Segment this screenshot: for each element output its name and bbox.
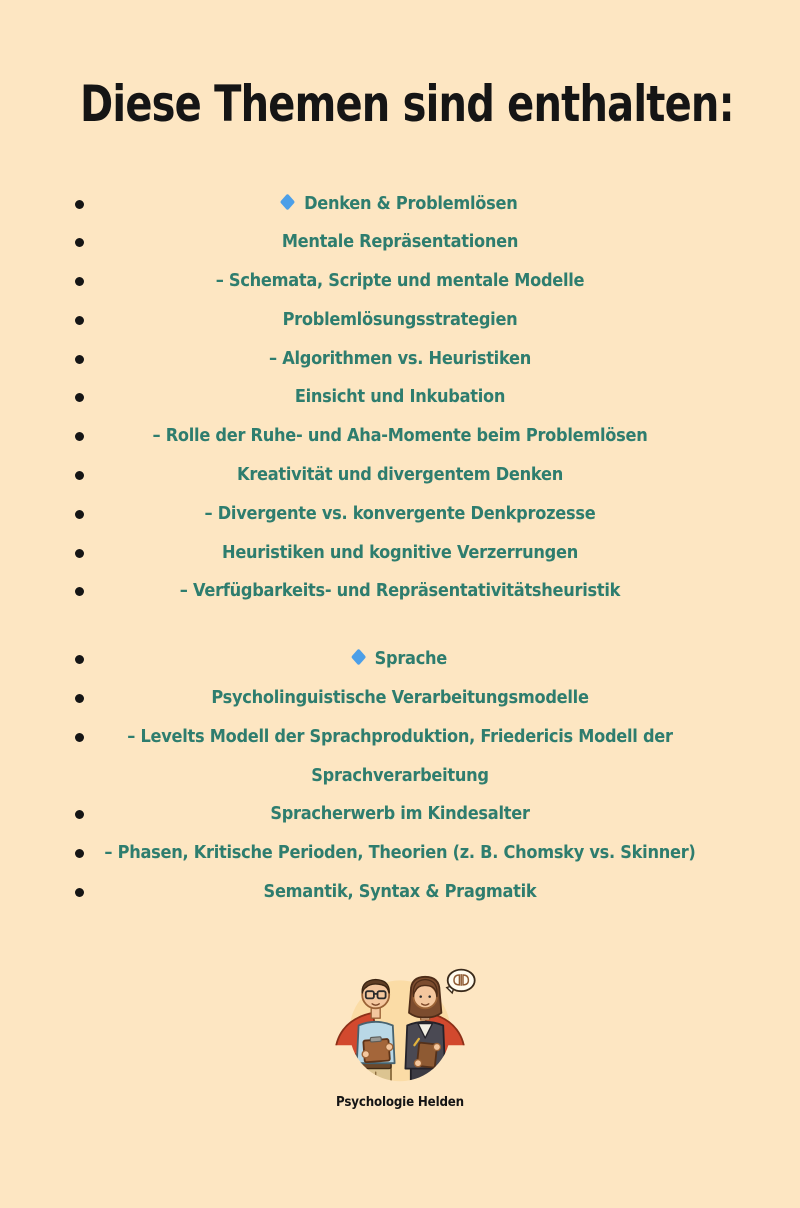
list-item-text: Heuristiken und kognitive Verzerrungen <box>222 541 578 563</box>
bullet-icon <box>75 587 84 596</box>
list-item <box>50 495 750 534</box>
section-header-row <box>50 185 750 224</box>
list-item <box>50 262 750 301</box>
diamond-icon <box>351 649 366 666</box>
list-item <box>50 718 750 796</box>
list-item-text: Mentale Repräsentationen <box>281 231 519 253</box>
bullet-icon <box>75 238 84 247</box>
bullet-icon <box>75 655 84 664</box>
mascot-man <box>357 979 395 1092</box>
list-item-text: Psycholinguistische Verarbeitungsmodelle <box>211 687 589 709</box>
bullet-icon <box>75 810 84 819</box>
list-item-text: – Divergente vs. konvergente Denkprozesse <box>204 502 596 524</box>
list-item <box>50 417 750 456</box>
list-item-text: – Levelts Modell der Sprachproduktion, Friedericis Modell der Sprachverarbeitung <box>127 725 673 786</box>
bullet-icon <box>75 200 84 209</box>
section-header <box>85 640 715 679</box>
list-item-text: Einsicht und Inkubation <box>294 386 506 408</box>
list-item-text: – Algorithmen vs. Heuristiken <box>268 347 532 369</box>
list-item-text: – Verfügbarkeits- und Repräsentativitätsheuristik <box>179 580 621 602</box>
list-item <box>50 378 750 417</box>
bullet-icon <box>75 355 84 364</box>
brand-label: Psychologie Helden <box>336 1093 464 1110</box>
list-item <box>50 340 750 379</box>
list-item <box>50 795 750 834</box>
mascot-woman <box>405 977 445 1092</box>
diamond-icon <box>280 193 295 210</box>
list-item-text: Semantik, Syntax & Pragmatik <box>263 881 537 903</box>
poster-page <box>0 76 800 1208</box>
bullet-icon <box>75 510 84 519</box>
section-header-text: Denken & Problemlösen <box>304 192 518 214</box>
bullet-icon <box>75 694 84 703</box>
list-item <box>50 834 750 873</box>
section-header-text: Sprache <box>374 648 448 670</box>
topics-list <box>0 185 800 912</box>
section-header-row <box>50 640 750 679</box>
list-item <box>50 679 750 718</box>
list-item <box>50 456 750 495</box>
bullet-icon <box>75 393 84 402</box>
list-item <box>50 572 750 611</box>
list-item-text: Spracherwerb im Kindesalter <box>270 803 530 825</box>
bullet-icon <box>75 432 84 441</box>
bullet-icon <box>75 277 84 286</box>
mascot-illustration <box>310 957 490 1092</box>
list-item <box>50 534 750 573</box>
bullet-icon <box>75 733 84 742</box>
bullet-icon <box>75 888 84 897</box>
bullet-icon <box>75 471 84 480</box>
bullet-icon <box>75 849 84 858</box>
brain-speech-bubble-icon <box>447 969 475 992</box>
section-sprache <box>0 640 800 912</box>
list-item-text: – Schemata, Scripte und mentale Modelle <box>215 270 585 292</box>
section-header <box>85 185 715 224</box>
section-denken-problemloesen <box>0 185 800 612</box>
list-item-text: – Rolle der Ruhe- und Aha-Momente beim Problemlösen <box>152 425 648 447</box>
bullet-icon <box>75 549 84 558</box>
bullet-icon <box>75 316 84 325</box>
list-item-text: – Phasen, Kritische Perioden, Theorien (z. B. Chomsky vs. Skinner) <box>104 842 696 864</box>
page-title: Diese Themen sind enthalten: <box>80 75 734 133</box>
list-item <box>50 301 750 340</box>
list-item-text: Kreativität und divergentem Denken <box>237 464 563 486</box>
list-item-text: Problemlösungsstrategien <box>282 308 518 330</box>
list-item <box>50 873 750 912</box>
list-item <box>50 223 750 262</box>
